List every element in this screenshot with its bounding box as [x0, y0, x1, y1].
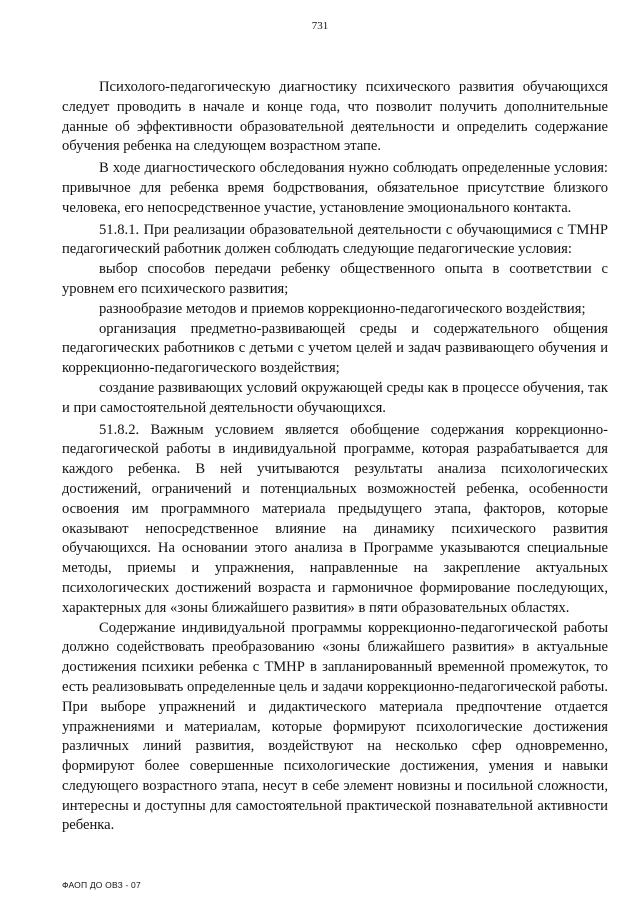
list-item-condition-3: организация предметно-развивающей среды и содержательного общения педагогических работников с детьми с учетом целей и задач развивающего обучения и коррекционно-педагогического воздействия;: [62, 320, 608, 377]
paragraph-diagnostics-timing: Психолого-педагогическую диагностику психического развития обучающихся следует проводить в начале и конце года, что позволит получить дополнительные данные об эффективности образовательной деятельности и определить содержание обучения ребенка на следующем возрастном этапе.: [62, 79, 608, 155]
paragraph-51-8-1: 51.8.1. При реализации образовательной деятельности с обучающимися с ТМНР педагогический работник должен соблюдать следующие педагогические условия:: [62, 221, 608, 258]
paragraph-51-8-2: 51.8.2. Важным условием является обобщение содержания коррекционно-педагогической работы в индивидуальной программе, которая разрабатывается для каждого ребенка. В ней учитываются результаты анализа психологических достижений, ограничений и потенциальных возможностей ребенка, особенности освоения им программного материала предыдущего этапа, факторов, которые оказывают непосредственное влияние на динамику психического развития обучающихся. На основании этого анализа в Программе указываются специальные методы, приемы и упражнения, направленные на закрепление актуальных психологических достижений возраста и гармоничное формирование последующих, характерных для «зоны ближайшего развития» в пяти образовательных областях.: [62, 421, 608, 616]
list-item-condition-2: разнообразие методов и приемов коррекционно-педагогического воздействия;: [99, 300, 586, 317]
document-footer-code: ФАОП ДО ОВЗ - 07: [62, 880, 141, 890]
list-item-condition-1: выбор способов передачи ребенку общественного опыта в соответствии с уровнем его психического развития;: [62, 261, 608, 297]
list-item-condition-4: создание развивающих условий окружающей среды как в процессе обучения, так и при самостоятельной деятельности обучающихся.: [62, 379, 608, 416]
page-number: 731: [311, 20, 329, 32]
paragraph-program-content: Содержание индивидуальной программы коррекционно-педагогической работы должно содействовать преобразованию «зоны ближайшего развития» в актуальные достижения психики ребенка с ТМНР в запланированный временной промежуток, то есть реализовывать определенные цель и задачи коррекционно-педагогической работы. При выборе упражнений и дидактического материала предпочтение отдается упражнениями и материалам, которые формируют психологические достижения различных линий развития, воздействуют на несколько сфер одновременно, формируют более совершенные психологические достижения, умения и навыки следующего возрастного этапа, несут в себе элемент новизны и посильной сложности, интересны и доступны для самостоятельной практической познавательной активности ребенка.: [62, 619, 608, 834]
paragraph-exam-conditions: В ходе диагностического обследования нужно соблюдать определенные условия: привычное для ребенка время бодрствования, обязательное присутствие близкого человека, его непосредственное участие, установление эмоционального контакта.: [62, 160, 608, 216]
document-body: [62, 78, 608, 836]
